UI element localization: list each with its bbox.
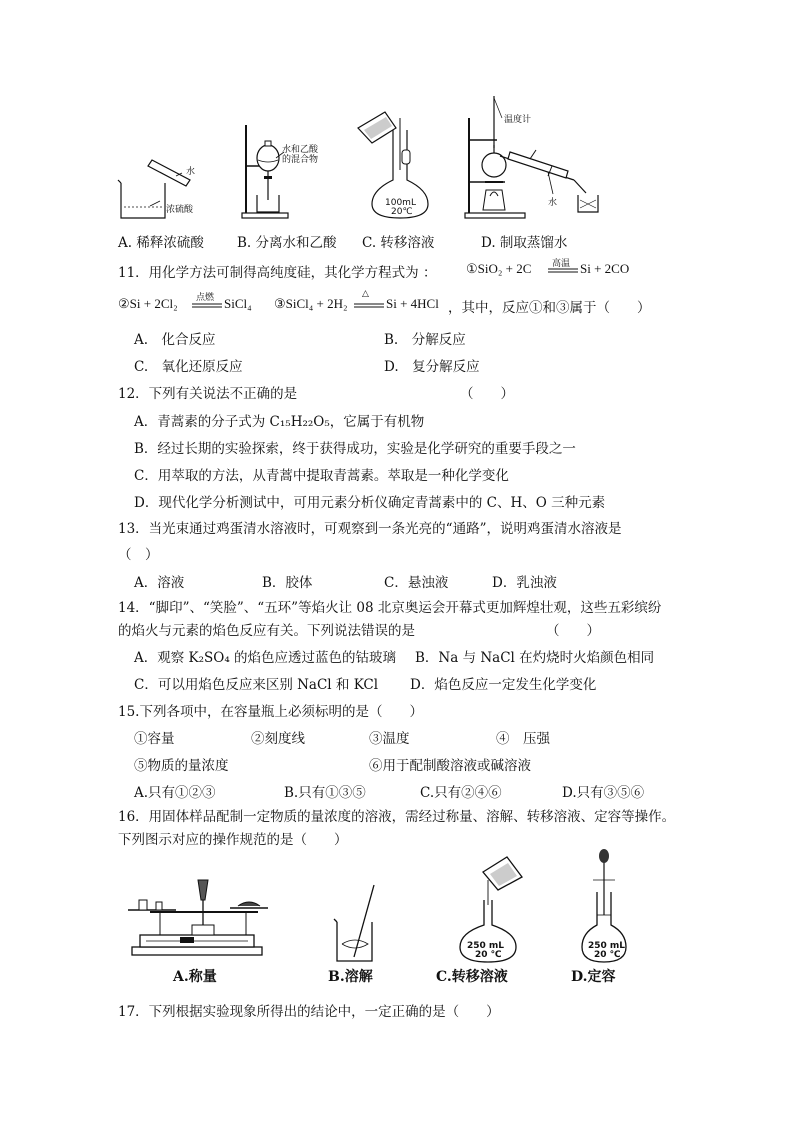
q15-option-a: A.只有①②③ — [134, 785, 216, 801]
q16-flask-d-volume: 250 mL — [588, 941, 626, 951]
q16-flask-c-volume: 250 mL — [467, 941, 505, 951]
q14-option-c: C．可以用焰色反应来区别 NaCl 和 KCl — [134, 677, 379, 693]
q16-caption-b: B.溶解 — [328, 969, 373, 985]
q11-eq2-condition: 点燃 — [196, 293, 215, 303]
q14-option-d: D．焰色反应一定发生化学变化 — [410, 677, 597, 693]
q15-item-4: ④ 压强 — [496, 731, 550, 747]
q12-option-b: B．经过长期的实验探索，终于获得成功，实验是化学研究的重要手段之一 — [134, 441, 576, 457]
q15-item-6: ⑥用于配制酸溶液或碱溶液 — [369, 758, 531, 774]
label-cooling-water: 水 — [548, 198, 558, 208]
q11-option-c: C. 氧化还原反应 — [134, 359, 243, 375]
q15-item-5: ⑤物质的量浓度 — [134, 758, 229, 774]
q15-item-2: ②刻度线 — [251, 731, 305, 747]
q11-eq1-products: Si + 2CO — [580, 261, 630, 276]
q11-eq1-reactants: ①SiO₂ + 2C — [466, 261, 532, 276]
q11-eq2-reactants: ②Si + 2Cl₂ — [118, 296, 178, 311]
q11-option-d: D. 复分解反应 — [384, 359, 480, 375]
q16-flask-d-temperature: 20 ℃ — [594, 950, 621, 960]
q11-option-b: B. 分解反应 — [384, 332, 466, 348]
q15-item-3: ③温度 — [369, 731, 410, 747]
q12-answer-paren: （ ） — [460, 386, 514, 402]
q11-eq3-condition: △ — [362, 289, 369, 299]
label-mixture-1: 水和乙酸 — [282, 145, 319, 155]
q13-option-a: A．溶液 — [134, 575, 185, 591]
q12-option-a: A．青蒿素的分子式为 C₁₅H₂₂O₅，它属于有机物 — [134, 414, 425, 430]
flask-temperature-label: 20℃ — [391, 207, 413, 217]
flask-volume-label: 100mL — [385, 198, 416, 208]
q11-tail: ，其中，反应①和③属于（ ） — [448, 300, 651, 316]
q11-eq3-reactants: ③SiCl₄ + 2H₂ — [274, 296, 348, 311]
q16-flask-c-temperature: 20 ℃ — [475, 950, 502, 960]
q15-option-d: D.只有③⑤⑥ — [562, 785, 645, 801]
q14-option-a: A．观察 K₂SO₄ 的焰色应透过蓝色的钴玻璃 — [134, 650, 397, 666]
q11-option-a: A. 化合反应 — [134, 332, 216, 348]
q16-caption-a: A.称量 — [173, 969, 217, 985]
q11-eq1-condition: 高温 — [552, 259, 571, 269]
q16-caption-d: D.定容 — [571, 969, 616, 985]
caption-d: D. 制取蒸馏水 — [481, 235, 568, 251]
q13-option-b: B．胶体 — [262, 575, 313, 591]
q16-caption-c: C.转移溶液 — [436, 969, 508, 985]
q12-option-c: C．用萃取的方法，从青蒿中提取青蒿素。萃取是一种化学变化 — [134, 468, 509, 484]
q14-option-b: B．Na 与 NaCl 在灼烧时火焰颜色相同 — [415, 650, 655, 666]
q15-option-c: C.只有②④⑥ — [420, 785, 502, 801]
q15-stem: 15.下列各项中，在容量瓶上必须标明的是（ ） — [118, 704, 423, 720]
q15-option-b: B.只有①③⑤ — [284, 785, 366, 801]
q15-item-1: ①容量 — [134, 731, 175, 747]
q14-stem-line-1: 14．“脚印”、“笑脸”、“五环”等焰火让 08 北京奥运会开幕式更加辉煌壮观，这些五彩缤纷 — [118, 600, 662, 616]
q17-stem: 17．下列根据实验现象所得出的结论中，一定正确的是（ ） — [118, 1004, 500, 1020]
q14-stem-line-2: 的焰火与元素的焰色反应有关。下列说法错误的是 — [118, 623, 415, 639]
label-thermometer: 温度计 — [504, 115, 532, 125]
q16-stem-line-2: 下列图示对应的操作规范的是（ ） — [118, 832, 348, 848]
q11-eq3-products: Si + 4HCl — [386, 296, 439, 311]
q13-option-d: D．乳浊液 — [492, 575, 557, 591]
q13-option-c: C．悬浊液 — [384, 575, 449, 591]
label-mixture-2: 的混合物 — [282, 155, 319, 165]
q12-stem: 12．下列有关说法不正确的是 — [118, 386, 298, 402]
caption-b: B. 分离水和乙酸 — [237, 235, 337, 251]
label-water: 水 — [186, 167, 196, 177]
q14-answer-paren: （ ） — [546, 623, 600, 639]
q13-stem: 13．当光束通过鸡蛋清水溶液时，可观察到一条光亮的“通路”，说明鸡蛋清水溶液是 — [118, 521, 622, 537]
q16-stem-line-1: 16．用固体样品配制一定物质的量浓度的溶液，需经过称量、溶解、转移溶液、定容等操作。 — [118, 809, 676, 825]
q11-eq2-products: SiCl₄ — [224, 296, 252, 311]
caption-a: A. 稀释浓硫酸 — [118, 235, 204, 251]
q11-stem: 11．用化学方法可制得高纯度硅，其化学方程式为 ： — [118, 265, 437, 281]
label-concentrated-acid: 浓硫酸 — [166, 205, 194, 215]
caption-c: C. 转移溶液 — [362, 235, 435, 251]
q13-answer-paren: （ ） — [118, 547, 159, 563]
q12-option-d: D．现代化学分析测试中，可用元素分析仪确定青蒿素中的 C、H、O 三种元素 — [134, 495, 606, 511]
